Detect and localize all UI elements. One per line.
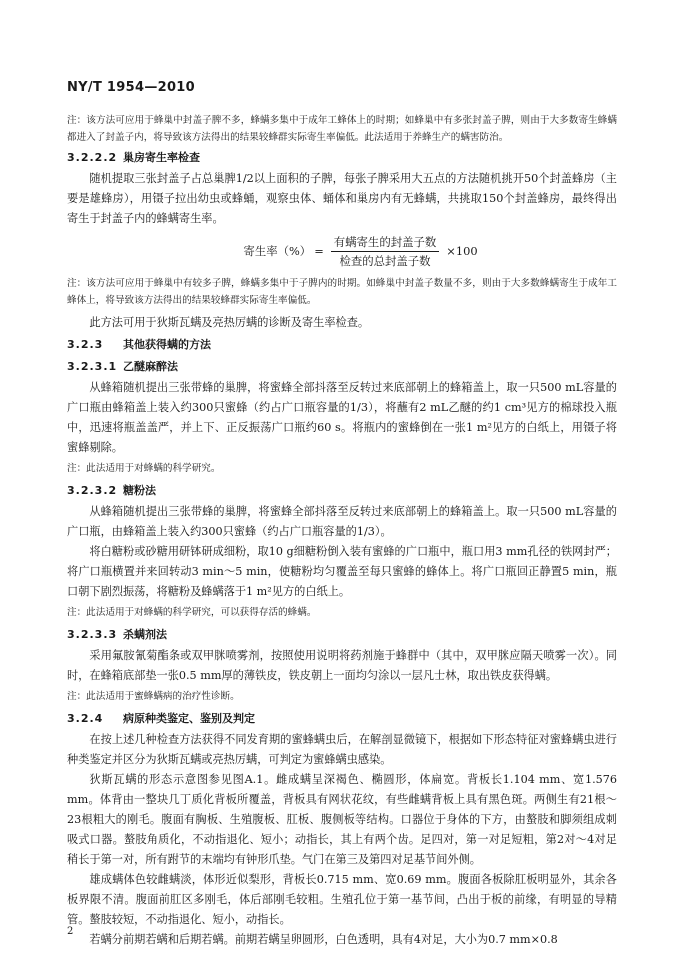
parasitism-rate-formula: [107, 233, 617, 269]
section-number: 3.2.3.3: [67, 628, 118, 641]
paragraph: 在按上述几种检查方法获得不同发育期的蜜蜂螨虫后，在解剖显微镜下，根据如下形态特征对蜜蜂螨虫进行种类鉴定并区分为狄斯瓦螨或亮热厉螨，可判定为蜜蜂螨虫感染。: [67, 733, 617, 766]
standard-code: NY/T 1954—2010: [67, 80, 195, 95]
note: 注：该方法可应用于蜂巢中有较多子脾，蜂螨多集中于子脾内的时期。如蜂巢中封盖子数量不多，则由于大多数蜂螨寄生于成年工蜂体上，将导致该方法得出的结果较蜂群实际寄生率偏低。: [67, 278, 617, 306]
note: 注：此法适用于对蜂螨的科学研究，可以获得存活的蜂螨。: [67, 607, 317, 618]
page-number: 2: [67, 926, 74, 937]
note: 注：此法适用于对蜂螨的科学研究。: [67, 463, 221, 474]
note: 注：此法适用于蜜蜂螨病的治疗性诊断。: [67, 691, 240, 702]
formula-numerator: 有螨寄生的封盖子数: [331, 234, 440, 252]
document-body: [67, 112, 617, 950]
section-number: 3.2.2.2: [67, 151, 118, 164]
section-title: 杀螨剂法: [123, 628, 167, 641]
paragraph: 若螨分前期若螨和后期若螨。前期若螨呈卵圆形，白色透明，具有4对足，大小为0.7 mm×0.8: [89, 933, 558, 946]
section-heading: [67, 148, 617, 168]
section-heading: [67, 481, 617, 501]
section-title: 其他获得螨的方法: [123, 338, 211, 351]
paragraph: 从蜂箱随机提出三张带蜂的巢脾，将蜜蜂全部抖落至反转过来底部朝上的蜂箱盖上。取一只500 mL容量的广口瓶，由蜂箱盖上装入约300只蜜蜂（约占广口瓶容量的1/3）。: [67, 505, 617, 538]
paragraph: 采用氟胺氰菊酯条或双甲脒喷雾剂，按照使用说明将药剂施于蜂群中（其中，双甲脒应隔天喷雾一次）。同时，在蜂箱底部垫一张0.5 mm厚的薄铁皮，铁皮朝上一面均匀涂以一层凡士林，取出铁皮获得螨。: [67, 649, 617, 682]
paragraph: 狄斯瓦螨的形态示意图参见图A.1。雌成螨呈深褐色、椭圆形，体扁宽。背板长1.104 mm、宽1.576 mm。体背由一整块几丁质化背板所覆盖，背板具有网状花纹，有些雌螨背板上具有黑色斑。两侧生有21根～23根粗大的刚毛。腹面有胸板、生殖腹板、肛板、腹侧板等结构。口器位于身体的下方，由螯肢和脚须组成刺吸式口器。螯肢角质化，不动指退化、短小；动指长，其上有两个齿。足四对，第一对足短粗，第2对～4对足稍长于第一对，所有跗节的末端均有钟形爪垫。气门在第三及第四对足基节间外侧。: [67, 773, 617, 866]
section-title: 病原种类鉴定、鉴别及判定: [123, 712, 255, 725]
paragraph: 雄成螨体色较雌螨淡，体形近似梨形，背板长0.715 mm、宽0.69 mm。腹面各板除肛板明显外，其余各板界限不清。腹面前肛区多刚毛，体后部刚毛较粗。生殖孔位于第一基节间，凸出于板的前缘，有明显的导精管。螯肢较短，不动指退化、短小，动指长。: [67, 873, 617, 926]
note: 注：该方法可应用于蜂巢中封盖子脾不多，蜂螨多集中于成年工蜂体上的时期；如蜂巢中有多张封盖子脾，则由于大多数寄生蜂螨都进入了封盖子内，将导致该方法得出的结果较蜂群实际寄生率偏低。此法适用于养蜂生产的螨害防治。: [67, 115, 617, 143]
section-heading: [67, 357, 617, 377]
section-number: 3.2.3.1: [67, 360, 118, 373]
formula-equals: =: [314, 244, 324, 258]
section-number: 3.2.4: [67, 712, 104, 725]
section-heading: [67, 335, 617, 355]
formula-denominator: 检查的总封盖子数: [339, 253, 431, 268]
paragraph: 随机提取三张封盖子占总巢脾1/2以上面积的子脾，每张子脾采用大五点的方法随机挑开50个封盖蜂房（主要是雄蜂房），用镊子拉出幼虫或蜂蛹，观察虫体、蛹体和巢房内有无蜂螨，共挑取150个封盖蜂房，最终得出寄生于封盖子内的蜂螨寄生率。: [67, 172, 617, 225]
section-heading: [67, 625, 617, 645]
paragraph: 此方法可用于狄斯瓦螨及亮热厉螨的诊断及寄生率检查。: [89, 316, 370, 329]
paragraph: 从蜂箱随机提出三张带蜂的巢脾，将蜜蜂全部抖落至反转过来底部朝上的蜂箱盖上，取一只500 mL容量的广口瓶由蜂箱盖上装入约300只蜜蜂（约占广口瓶容量的1/3），将蘸有2 mL乙醚的约1 cm³见方的棉球投入瓶中，迅速将瓶盖盖严，并上下、正反振荡广口瓶约60 s。将瓶内的蜜蜂倒在一张1 m²见方的白纸上，用镊子将蜜蜂剔除。: [67, 381, 617, 454]
formula-multiplier: ×100: [446, 244, 478, 258]
section-heading: [67, 709, 617, 729]
paragraph: 将白糖粉或砂糖用研钵研成细粉，取10 g细糖粉倒入装有蜜蜂的广口瓶中，瓶口用3 mm孔径的铁网封严；将广口瓶横置并来回转动3 min～5 min，使糖粉均匀覆盖至每只蜜蜂的蜂体上。将广口瓶回正静置5 min，瓶口朝下剧烈振荡，将糖粉及蜂螨落于1 m²见方的白纸上。: [67, 545, 617, 598]
section-title: 巢房寄生率检查: [123, 151, 200, 164]
formula-lhs: 寄生率（%）: [243, 244, 312, 258]
section-title: 乙醚麻醉法: [123, 360, 178, 373]
formula-fraction: [331, 234, 440, 269]
section-number: 3.2.3.2: [67, 484, 118, 497]
section-title: 糖粉法: [123, 484, 156, 497]
section-number: 3.2.3: [67, 338, 104, 351]
